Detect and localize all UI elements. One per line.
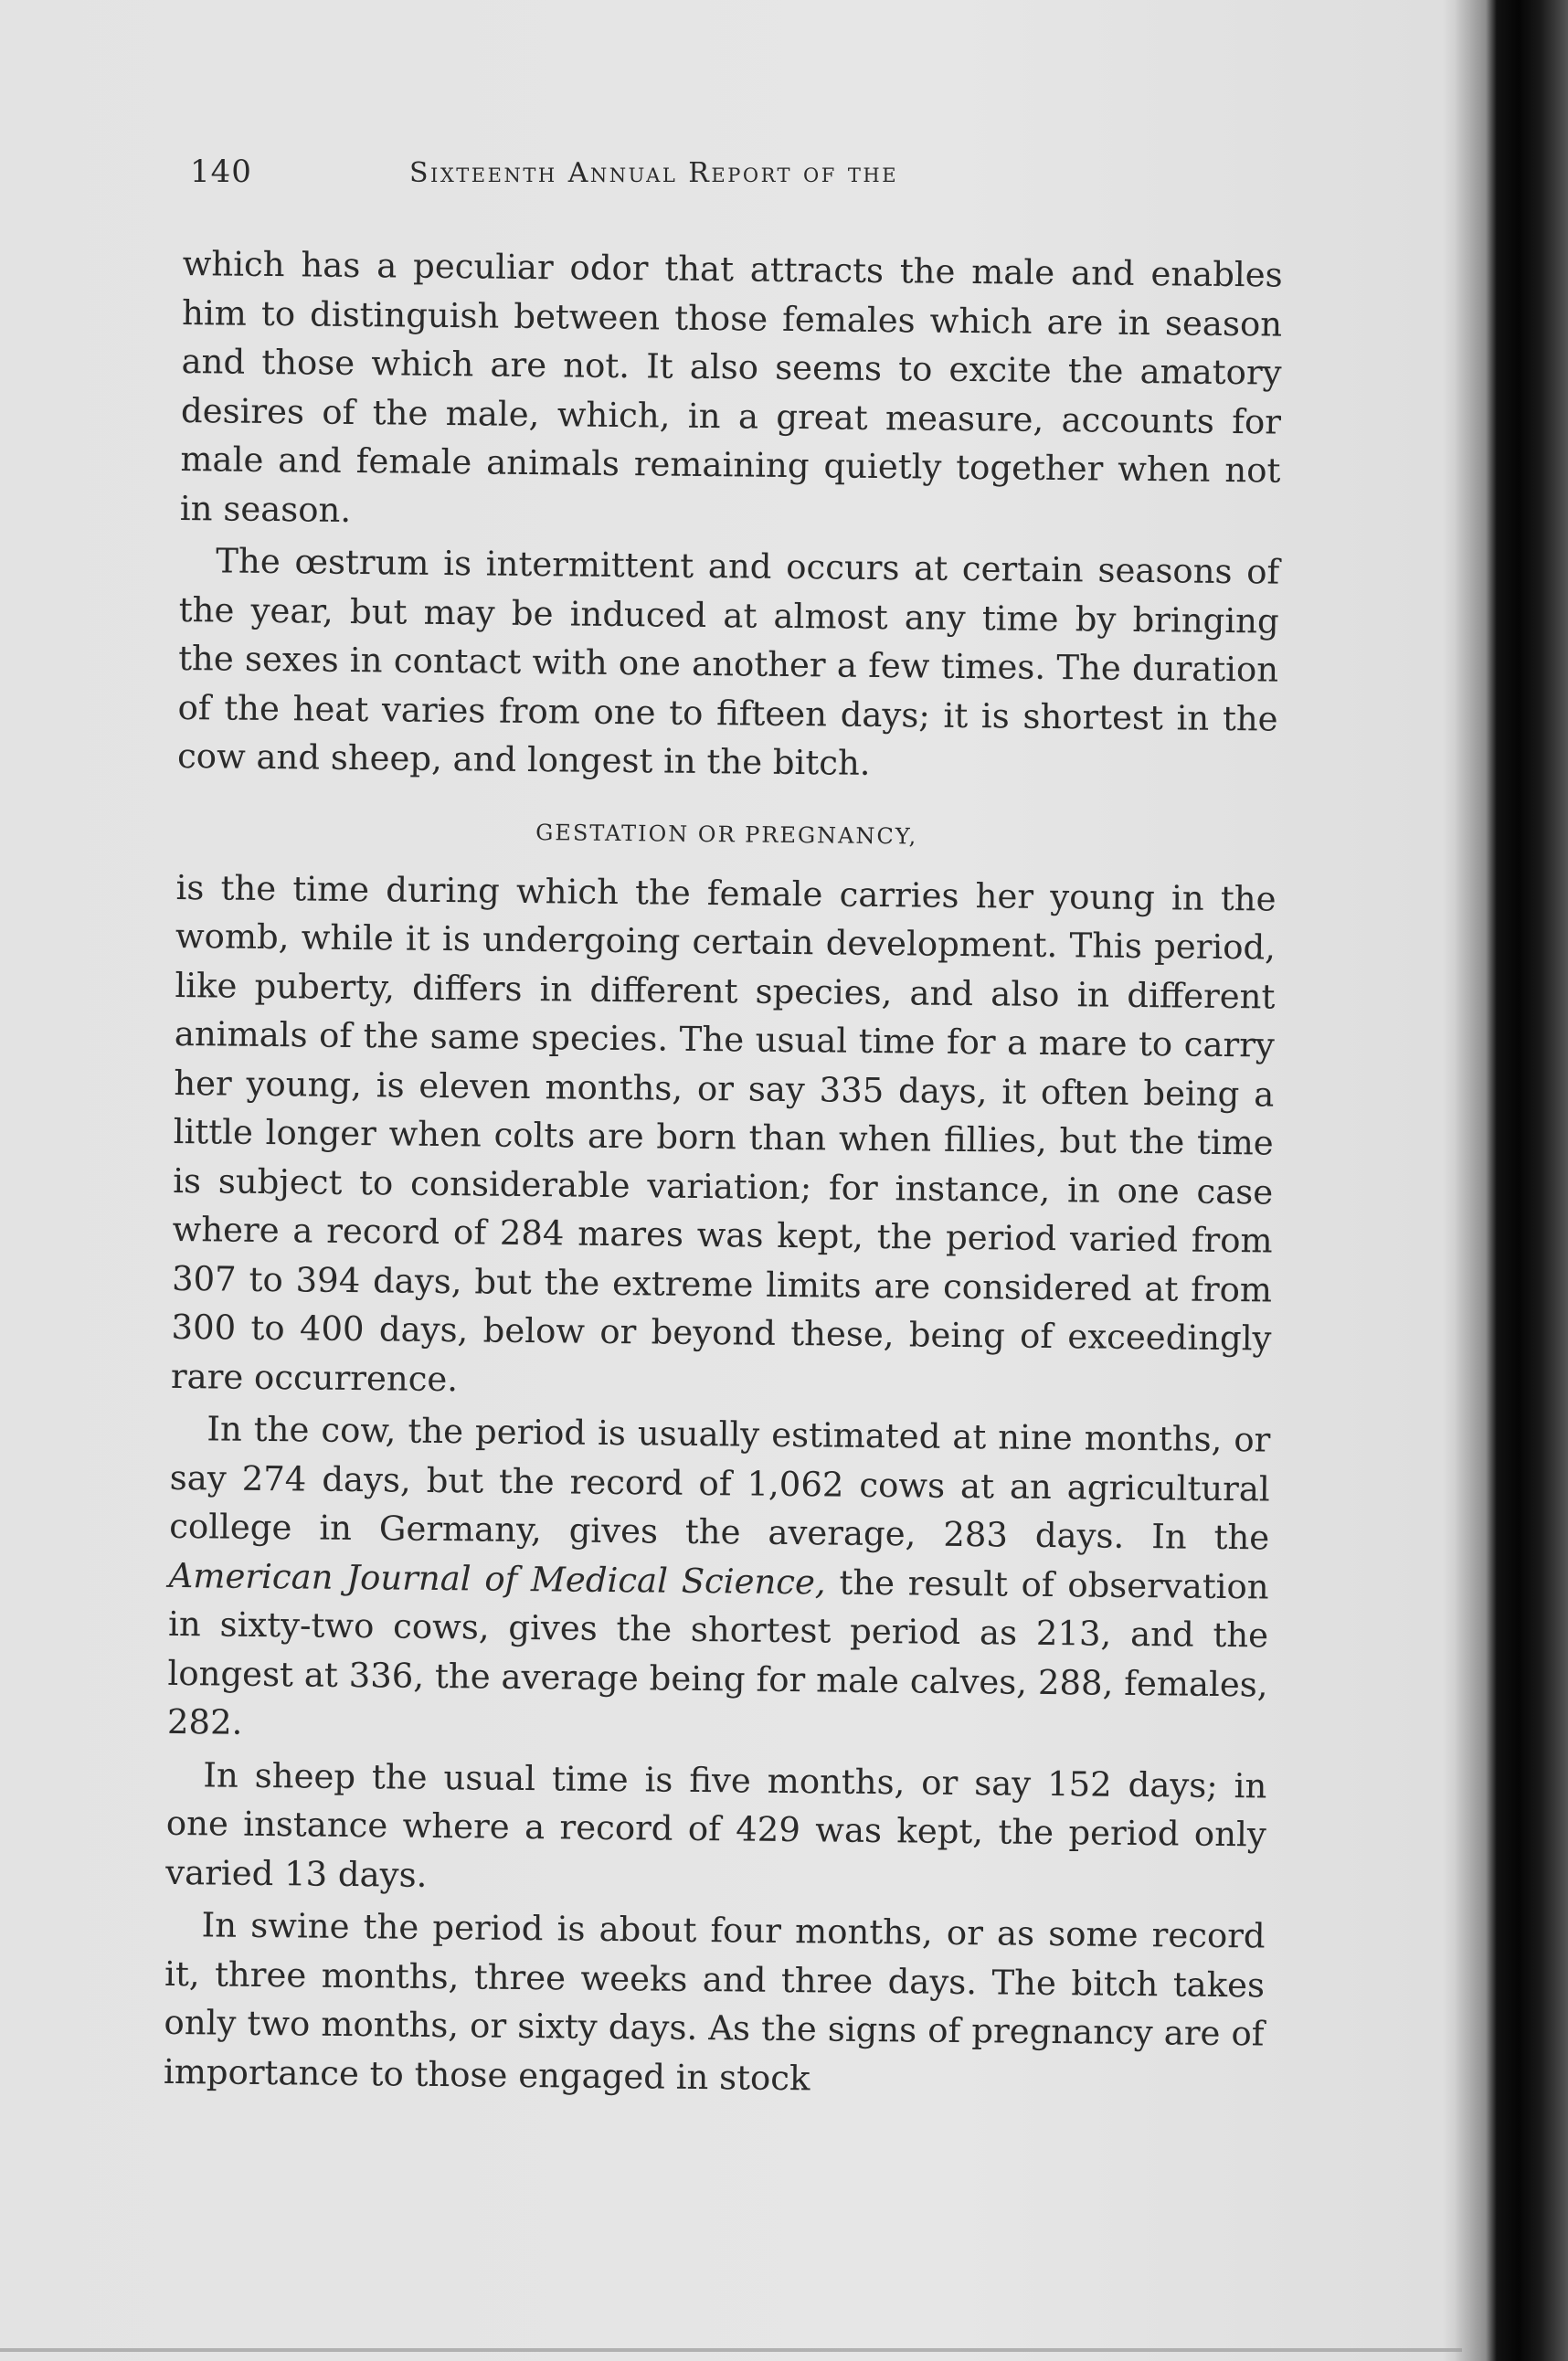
paragraph-4 [167,1404,1271,1758]
journal-title: American Journal of Medical Science, [168,1555,826,1602]
section-heading: GESTATION OR PREGNANCY, [535,819,918,849]
paragraph-2: The œstrum is intermittent and occurs at certain seasons of the year, but may be induced at almost any time by bringing the sexes in contact with one another a few times. The duration of the heat varies from one to fifteen days; it is shortest in the cow and sheep, and longest in the bitch. [176,541,1280,783]
page-bottom-edge [0,2348,1462,2352]
paragraph-4-text-start: In the cow, the period is usually estimated at nine months, or say 274 days, but the record of 1,062 cows at an agricultural college in Germany, gives the average, 283 days. In the [169,1409,1271,1558]
body-text [164,239,1283,2107]
running-head: Sixteenth Annual Report of the [409,157,899,189]
paragraph-4-text-end: the result of observation in sixty-two cows, gives the shortest period as 213, and the longest at 336, the average being for male calves, 288, females, 282. [166,1562,1269,1742]
paragraph-1: which has a peculiar odor that attracts the male and enables him to distinguish between those females which are in season and those which are not. It also seems to excite the amatory desires of the male, which, in a great measure, accounts for male and female animals remaining quietly together when not in season. [179,243,1283,530]
paragraph-6: In swine the period is about four months, or as some record it, three months, three weeks and three days. The bitch takes only two months, or sixty days. As the signs of pregnancy are of importance to those engaged in stock [163,1905,1266,2098]
page-header [190,154,1122,208]
paragraph-5: In sheep the usual time is five months, or say 152 days; in one instance where a record of 429 was kept, the period only varied 13 days. [165,1754,1267,1895]
book-spine [1458,0,1568,2361]
page-number: 140 [190,154,252,190]
paragraph-3: is the time during which the female carries her young in the womb, while it is undergoing certain development. This period, like puberty, differs in different species, and also in different animals of the same species. The usual time for a mare to carry her young, is eleven months, or say 335 days, it often being a little longer when colts are born than when fillies, but the time is subject to considerable variation; for instance, in one case where a record of 284 mares was kept, the period varied from 307 to 394 days, but the extreme limits are considered at from 300 to 400 days, below or beyond these, being of exceedingly rare occurrence. [170,867,1277,1399]
